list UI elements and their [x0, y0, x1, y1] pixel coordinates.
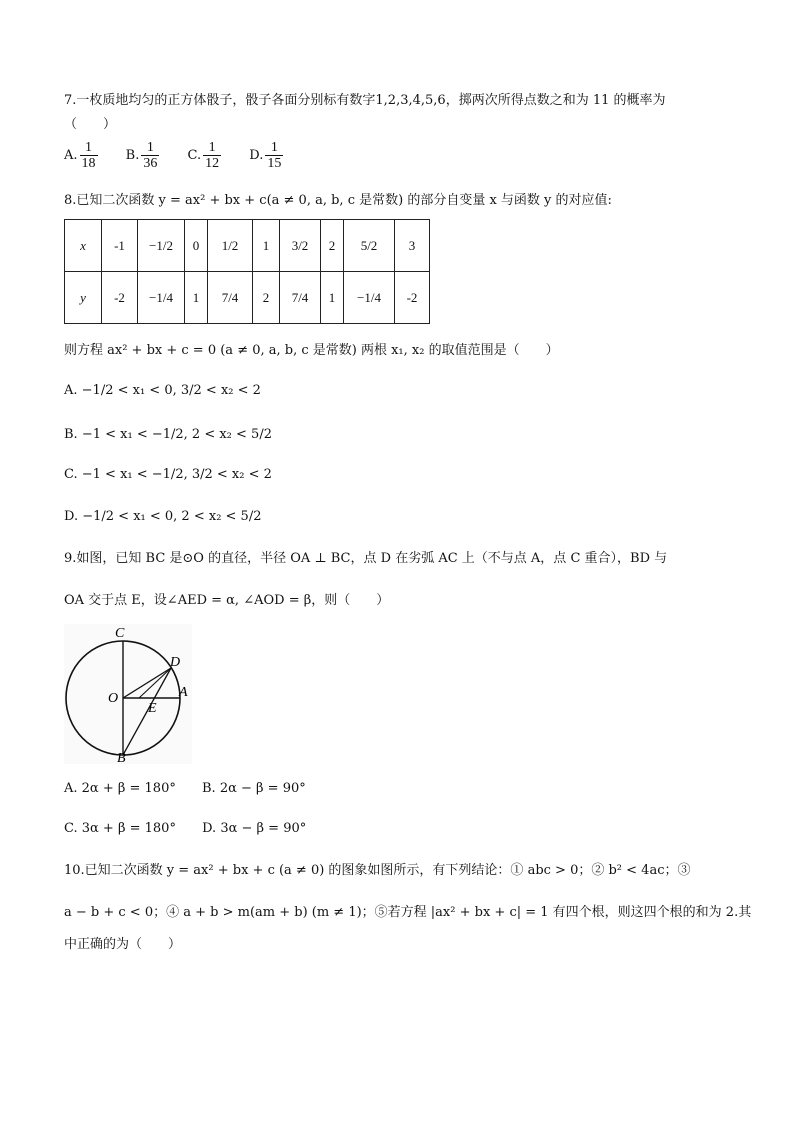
- label-b: B: [117, 751, 126, 764]
- q9-option-d: D. 3α − β = 90°: [202, 821, 307, 836]
- q7-stem: [64, 92, 666, 110]
- q7-option-d: D. $\frac{1}{15}$: [249, 140, 282, 171]
- table-row-x: [65, 220, 430, 272]
- table-cell: 0: [185, 220, 208, 272]
- q9-option-b: B. 2α − β = 90°: [202, 781, 306, 796]
- table-cell: −1/4: [138, 272, 185, 324]
- q8-option-b: B. −1 < x₁ < −1/2, 2 < x₂ < 5/2: [64, 427, 272, 442]
- q7-option-a: A. $\frac{1}{18}$: [64, 140, 96, 171]
- table-cell: 7/4: [208, 272, 253, 324]
- label-a: A: [179, 685, 188, 700]
- q8-intro: 8.已知二次函数 y = ax² + bx + c(a ≠ 0, a, b, c 是常数) 的部分自变量 x 与函数 y 的对应值:: [64, 193, 612, 208]
- table-cell: 1: [185, 272, 208, 324]
- table-row-y: [65, 272, 430, 324]
- table-cell: -2: [395, 272, 430, 324]
- q9-line2: OA 交于点 E，设∠AED = α, ∠AOD = β，则（ ）: [64, 593, 390, 608]
- table-header-y: y: [65, 272, 102, 324]
- table-cell: 7/4: [280, 272, 321, 324]
- q10-line1: 10.已知二次函数 y = ax² + bx + c (a ≠ 0) 的图象如图所示，有下列结论：① abc > 0；② b² < 4ac；③: [64, 863, 691, 878]
- table-cell: −1/2: [138, 220, 185, 272]
- table-cell: 3: [395, 220, 430, 272]
- q7-option-b: B. $\frac{1}{36}$: [125, 140, 158, 171]
- table-header-x: x: [65, 220, 102, 272]
- table-cell: 2: [321, 220, 344, 272]
- q9-options-ab: [64, 780, 328, 798]
- q7-blank: （ ）: [64, 117, 117, 132]
- table-cell: 1/2: [208, 220, 253, 272]
- table-cell: 2: [253, 272, 280, 324]
- q8-option-c: C. −1 < x₁ < −1/2, 3/2 < x₂ < 2: [64, 467, 272, 482]
- q8-option-a: A. −1/2 < x₁ < 0, 3/2 < x₂ < 2: [64, 383, 261, 398]
- table-cell: −1/4: [344, 272, 395, 324]
- q8-value-table: [64, 219, 430, 324]
- table-cell: -1: [102, 220, 138, 272]
- label-d: D: [170, 655, 181, 670]
- table-cell: 5/2: [344, 220, 395, 272]
- q9-option-c: C. 3α + β = 180°: [64, 821, 176, 836]
- table-cell: 1: [253, 220, 280, 272]
- q8-option-d: D. −1/2 < x₁ < 0, 2 < x₂ < 5/2: [64, 509, 262, 524]
- table-cell: -2: [102, 272, 138, 324]
- q9-option-a: A. 2α + β = 180°: [64, 781, 176, 796]
- table-cell: 3/2: [280, 220, 321, 272]
- q9-line1: 9.如图，已知 BC 是⊙O 的直径，半径 OA ⊥ BC，点 D 在劣弧 AC 上（不与点 A，点 C 重合），BD 与: [64, 551, 668, 566]
- q10-line3: 中正确的为（ ）: [64, 937, 182, 952]
- q7-text: 7.一枚质地均匀的正方体骰子，骰子各面分别标有数字1,2,3,4,5,6，掷两次所得点数之和为 11 的概率为: [64, 93, 666, 108]
- table-cell: 1: [321, 272, 344, 324]
- label-e: E: [148, 701, 157, 716]
- q9-options-cd: [64, 820, 328, 838]
- label-o: O: [108, 691, 119, 706]
- q9-circle-figure: [64, 624, 192, 764]
- q8-question: 则方程 ax² + bx + c = 0 (a ≠ 0, a, b, c 是常数) 两根 x₁, x₂ 的取值范围是（ ）: [64, 343, 559, 358]
- q7-options: [64, 140, 307, 172]
- label-c: C: [115, 626, 125, 641]
- q10-line2: a − b + c < 0；④ a + b > m(am + b) (m ≠ 1)；⑤若方程 |ax² + bx + c| = 1 有四个根，则这四个根的和为 2.其: [64, 905, 752, 920]
- q7-option-c: C. $\frac{1}{12}$: [187, 140, 220, 171]
